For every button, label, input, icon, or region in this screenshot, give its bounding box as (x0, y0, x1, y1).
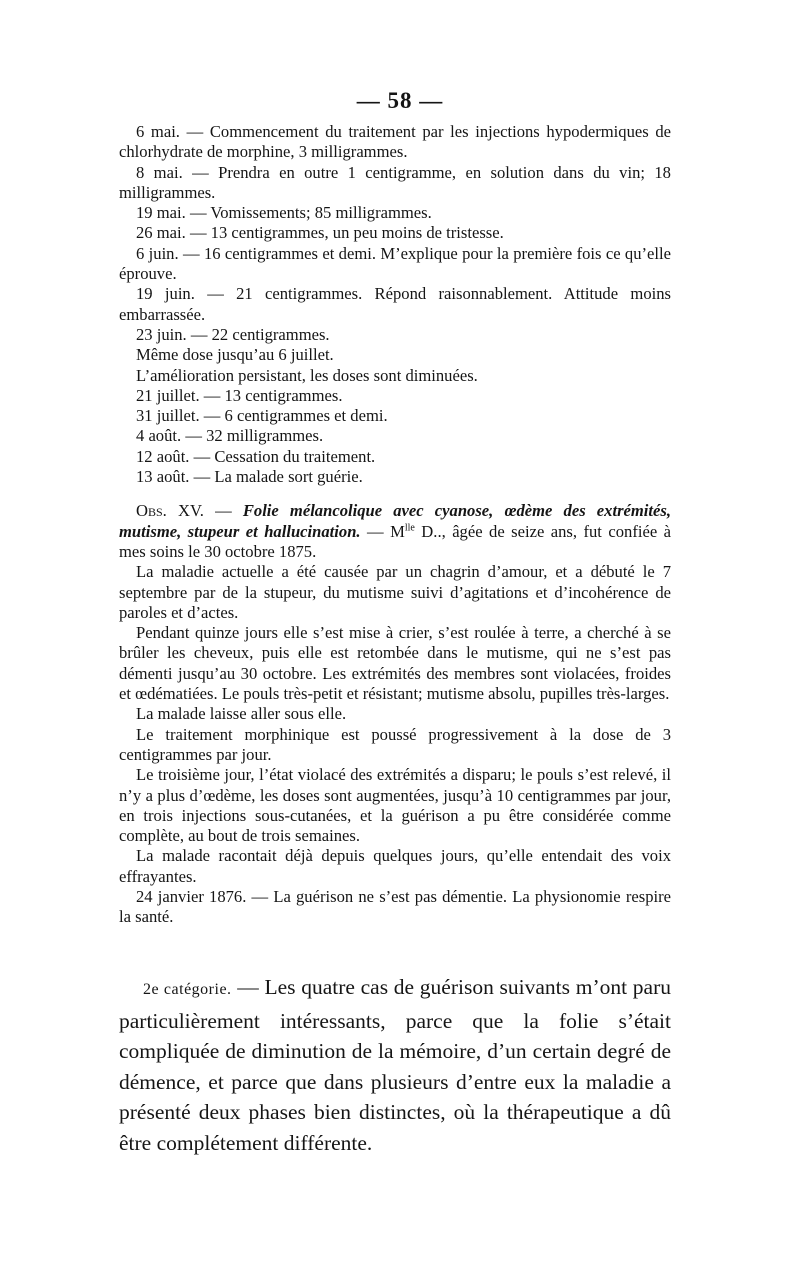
diary-text: — 21 centigrammes. Répond raisonnablement. Attitude moins embarrassée. (119, 284, 671, 324)
observation-intro-b: D.., âgée de seize ans, fut confiée à mes soins le 30 octobre 1875. (119, 521, 672, 561)
diary-date: 19 mai. (136, 203, 186, 223)
diary-date: 12 août. (136, 446, 190, 466)
observation-paragraph: La malade laisse aller sous elle. (136, 704, 347, 724)
observation-heading (119, 501, 671, 562)
diary-entry (119, 122, 671, 163)
diary-text: L’amélioration persistant, les doses sont diminuées. (136, 365, 478, 385)
observation-title: Folie mélancolique avec cyanose, œdème des extrémités, mutisme, stupeur et hallucination. (119, 501, 671, 541)
diary-text: — Cessation du traitement. (193, 446, 376, 466)
observation-paragraph: 24 janvier 1876. — La guérison ne s’est pas démentie. La physionomie respire la santé. (119, 886, 671, 927)
observation-paragraph: Le troisième jour, l’état violacé des extrémités a disparu; le pouls s’est relevé, il n’y a plus d’œdème, les doses sont augmentées, jusqu’à 10 centigrammes par jour, en trois injections sous-cutanées, et la guérison a pu être considérée comme complète, au bout de trois semaines. (119, 765, 671, 846)
observation-paragraph: La maladie actuelle a été causée par un chagrin d’amour, et a débuté le 7 septembre par de la stupeur, du mutisme suivi d’agitations et d’incohérence de paroles et d’actes. (119, 562, 671, 622)
diary-entry (119, 345, 671, 365)
case-text (119, 122, 671, 928)
observation-intro-sup: lle (404, 522, 415, 534)
diary-entry (119, 284, 671, 325)
observation-label: Obs. XV. (136, 501, 204, 521)
diary-date: 19 juin. (136, 284, 195, 304)
treatment-diary (119, 122, 671, 487)
diary-text: — Commencement du traitement par les injections hypodermiques de chlorhydrate de morphine, 3 milligrammes. (119, 122, 671, 162)
diary-text: — 16 centigrammes et demi. M’explique pour la première fois ce qu’elle éprouve. (119, 243, 671, 284)
diary-date: 21 juillet. (136, 385, 200, 405)
diary-entry (119, 163, 671, 204)
observation-intro-a: — M (360, 521, 405, 541)
diary-text: — 22 centigrammes. (190, 324, 330, 344)
observation-paragraph: Pendant quinze jours elle s’est mise à crier, s’est roulée à terre, a cherché à se brûler les cheveux, puis elle est retombée dans le mutisme, qui ne s’est pas démenti jusqu’au 30 octobre. Les extrémités des membres sont violacées, froides et œdématiées. Le pouls très-petit et résistant; mutisme absolu, pupilles très-larges. (119, 623, 671, 704)
diary-entry (119, 223, 671, 243)
diary-text: Même dose jusqu’au 6 juillet. (136, 345, 334, 365)
diary-entry (119, 426, 671, 446)
observation-paragraph: La malade racontait déjà depuis quelques jours, qu’elle entendait des voix effrayantes. (119, 846, 671, 886)
observation-dash: — (203, 501, 243, 521)
diary-date: 31 juillet. (136, 406, 200, 426)
observation-paragraph: Le traitement morphinique est poussé progressivement à la dose de 3 centigrammes par jour. (119, 724, 671, 764)
diary-text: — 32 milligrammes. (185, 426, 324, 446)
diary-text: — 13 centigrammes. (203, 385, 343, 405)
diary-entry (119, 467, 671, 487)
section-lead: 2e catégorie. (143, 981, 232, 998)
diary-entry (119, 244, 671, 285)
diary-date: 8 mai. (136, 162, 183, 182)
diary-entry (119, 325, 671, 345)
diary-entry (119, 366, 671, 386)
section-text: — Les quatre cas de guérison suivants m’ont paru particulièrement intéressants, parce que la folie s’était compliquée de diminution de la mémoire, d’un certain degré de démence, et parce que dans plusieurs d’entre eux la maladie a présenté deux phases bien distinctes, où la thérapeutique a dû être complétement différente. (119, 975, 671, 1155)
diary-text: — Vomissements; 85 milligrammes. (189, 203, 432, 223)
diary-entry (119, 406, 671, 426)
diary-date: 6 juin. (136, 243, 179, 263)
diary-text: — 6 centigrammes et demi. (203, 406, 388, 426)
diary-date: 13 août. (136, 467, 190, 487)
diary-entry (119, 386, 671, 406)
diary-text: — La malade sort guérie. (193, 467, 363, 487)
diary-date: 6 mai. (136, 122, 180, 141)
page-number: — 58 — (356, 88, 444, 113)
observation-paragraphs (119, 562, 671, 927)
diary-entry (119, 203, 671, 223)
diary-text: — Prendra en outre 1 centigramme, en solution dans du vin; 18 milligrammes. (119, 162, 671, 202)
diary-text: — 13 centigrammes, un peu moins de tristesse. (189, 223, 504, 243)
diary-entry (119, 447, 671, 467)
diary-date: 4 août. (136, 426, 182, 446)
diary-date: 23 juin. (136, 324, 187, 344)
section-paragraph (119, 972, 671, 1159)
diary-date: 26 mai. (136, 223, 186, 243)
